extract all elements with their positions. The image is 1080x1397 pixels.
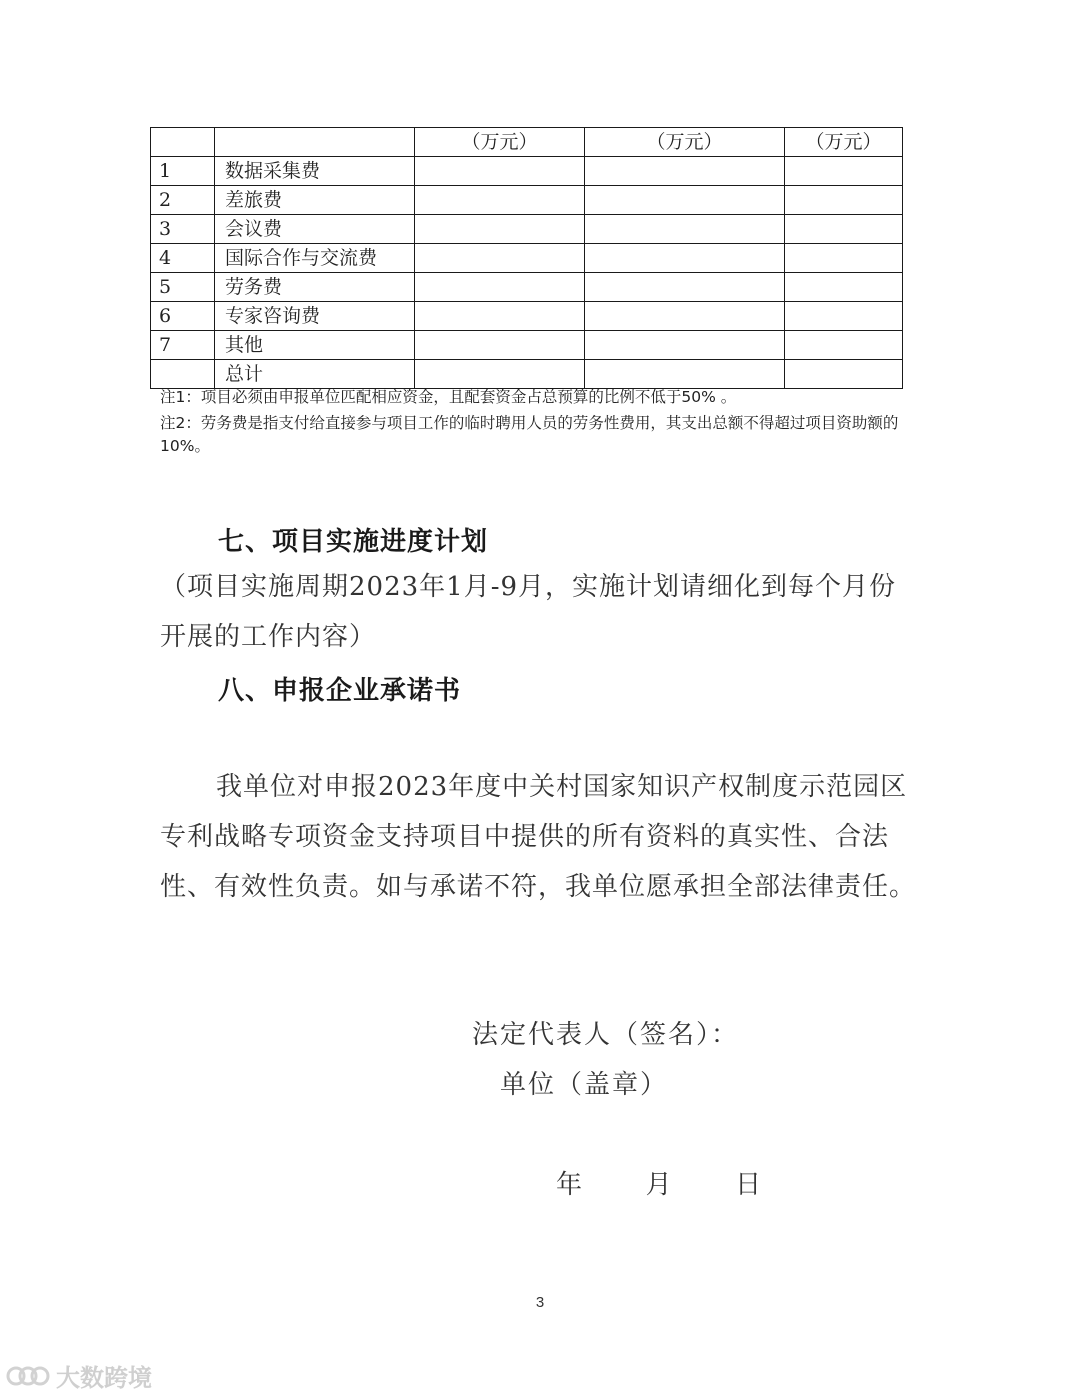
table-cell: [415, 302, 585, 331]
table-row: [151, 331, 903, 360]
header-cell-empty: [215, 128, 415, 157]
table-cell: [785, 273, 903, 302]
section-7-text: （项目实施周期2023年1月-9月，实施计划请细化到每个月份开展的工作内容）: [160, 572, 897, 652]
section-8-heading: 八、申报企业承诺书: [218, 676, 462, 706]
note-2: 注2：劳务费是指支付给直接参与项目工作的临时聘用人员的劳务性费用，其支出总额不得超过项目资助额的10%。: [160, 414, 899, 455]
table-cell: [415, 186, 585, 215]
table-cell: [415, 157, 585, 186]
row-name: 差旅费: [215, 186, 415, 215]
row-name: 其他: [215, 331, 415, 360]
table-cell: [585, 215, 785, 244]
legal-representative-signature: 法定代表人（签名）：: [472, 1020, 740, 1050]
table-cell: [585, 186, 785, 215]
table-cell: [585, 273, 785, 302]
table-cell: [585, 331, 785, 360]
row-name: 会议费: [215, 215, 415, 244]
watermark-logo-icon: [6, 1364, 50, 1388]
row-number: 5: [151, 273, 215, 302]
row-name: 专家咨询费: [215, 302, 415, 331]
table-cell: [415, 244, 585, 273]
note-1: 注1：项目必须由申报单位匹配相应资金，且配套资金占总预算的比例不低于50% 。: [160, 388, 737, 406]
table-cell: [585, 244, 785, 273]
row-number: 4: [151, 244, 215, 273]
table-row: [151, 302, 903, 331]
page-number: 3: [535, 1294, 545, 1311]
section-7-heading: 七、项目实施进度计划: [218, 527, 489, 557]
table-cell: [415, 360, 585, 389]
table-row: [151, 273, 903, 302]
table-cell: [415, 331, 585, 360]
table-cell: [785, 157, 903, 186]
table-cell: [151, 360, 215, 389]
table-cell: [415, 273, 585, 302]
watermark: [6, 1358, 152, 1393]
signature-date: 年 月 日: [556, 1170, 764, 1200]
table-cell: [585, 302, 785, 331]
header-unit-cell: （万元）: [785, 128, 903, 157]
budget-table: [150, 127, 903, 389]
row-number: 3: [151, 215, 215, 244]
total-label: 总计: [215, 360, 415, 389]
table-cell: [785, 302, 903, 331]
row-name: 数据采集费: [215, 157, 415, 186]
table-cell: [785, 244, 903, 273]
table-cell: [415, 215, 585, 244]
row-number: 2: [151, 186, 215, 215]
table-total-row: [151, 360, 903, 389]
unit-seal: 单位（盖章）: [500, 1070, 669, 1100]
table-row: [151, 157, 903, 186]
table-cell: [785, 186, 903, 215]
row-number: 1: [151, 157, 215, 186]
table-row: [151, 186, 903, 215]
header-unit-cell: （万元）: [415, 128, 585, 157]
table-cell: [785, 360, 903, 389]
table-row: [151, 244, 903, 273]
table-cell: [785, 331, 903, 360]
header-cell-empty: [151, 128, 215, 157]
table-row: [151, 215, 903, 244]
table-cell: [585, 157, 785, 186]
row-name: 国际合作与交流费: [215, 244, 415, 273]
row-number: 6: [151, 302, 215, 331]
row-number: 7: [151, 331, 215, 360]
table-header-row: [151, 128, 903, 157]
section-8-text: 我单位对申报2023年度中关村国家知识产权制度示范园区专利战略专项资金支持项目中提供的所有资料的真实性、合法性、有效性负责。如与承诺不符，我单位愿承担全部法律责任。: [160, 772, 917, 902]
header-unit-cell: （万元）: [585, 128, 785, 157]
table-cell: [785, 215, 903, 244]
row-name: 劳务费: [215, 273, 415, 302]
watermark-text: 大数跨境: [56, 1364, 152, 1392]
table-cell: [585, 360, 785, 389]
